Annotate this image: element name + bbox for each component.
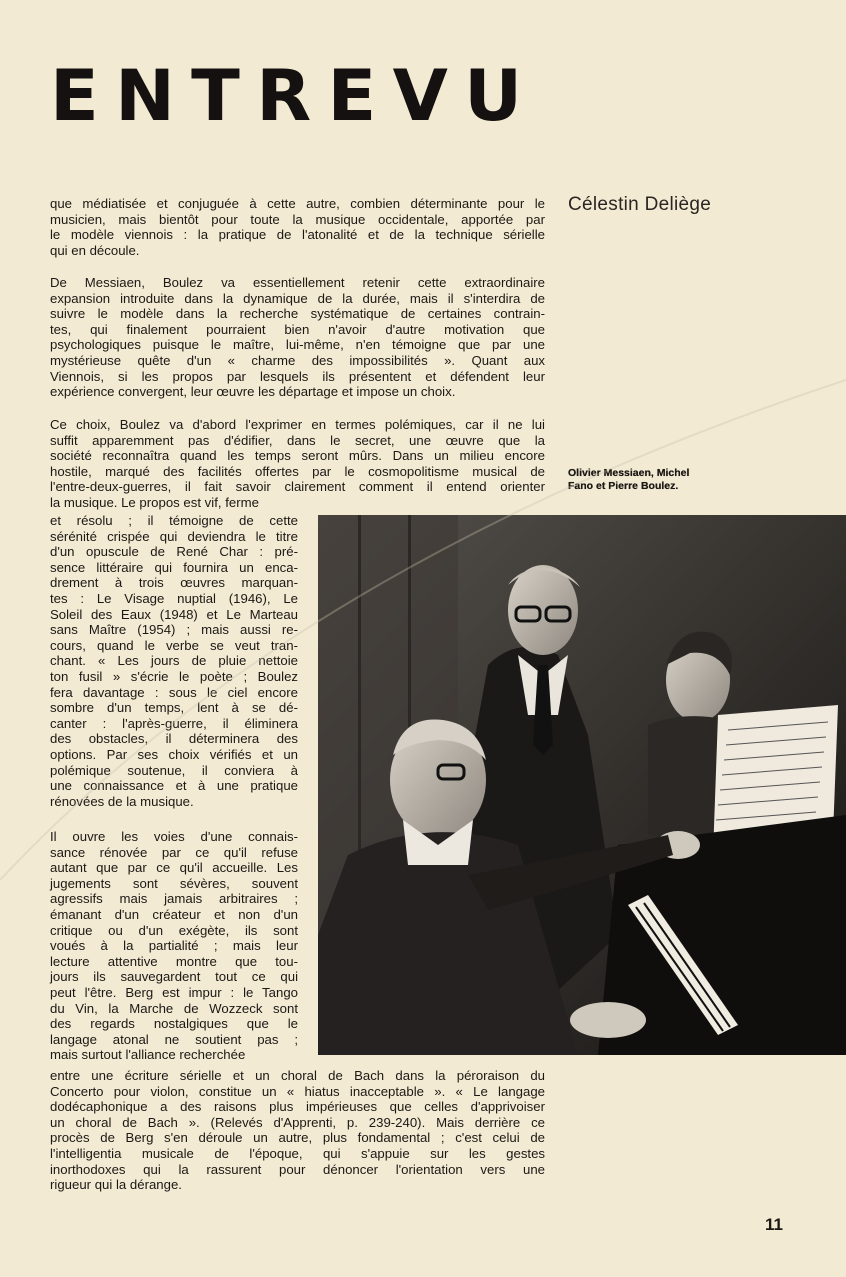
photograph-messiaen-fano-boulez [318,515,846,1055]
text-line: agressifs mais jamais arbitraires ; [50,891,298,907]
text-line: tes : Le Visage nuptial (1946), Le [50,590,298,606]
text-line: tes, qui finalement pourraient bien n'avoir d'autre motivation que [50,321,545,337]
text-line: émanant d'un créateur et non d'un [50,906,298,922]
text-line: société reconnaîtra quand les temps seront mûrs. Dans un milieu encore [50,448,545,464]
text-line: suffit apparemment pas d'édifier, dans le secret, une œuvre que la [50,432,545,448]
text-line: sance rénovée par ce qu'il refuse [50,844,298,860]
text-line: qui en découle. [50,242,140,258]
text-line: jours ils sauvegardent tout ce qui [50,969,298,985]
photo-caption [568,467,738,493]
text-line: voués à la partialité ; mais leur [50,938,298,954]
text-line: peut l'être. Berg est impur : le Tango [50,984,298,1000]
text-line: fera davantage : sous le ciel encore [50,684,298,700]
text-line: hostile, marqué des facilités offertes par le cosmopolitisme musical de [50,463,545,479]
text-line: De Messiaen, Boulez va essentiellement retenir cette extraordinaire [50,275,545,290]
text-line: langage atonal ne soutient pas ; [50,1031,298,1047]
text-line: Concerto pour violon, constitue un « hiatus inacceptable ». « Le langage [50,1083,545,1099]
text-line: drement à trois œuvres marquan- [50,575,298,591]
text-line: d'un opuscule de René Char : pré- [50,544,298,560]
text-line: ton fusil » s'écrie le poète ; Boulez [50,668,298,684]
text-line: critique ou d'un exégète, ils sont [50,922,298,938]
text-line: autant que par ce qu'il accueille. Les [50,860,298,876]
text-line: chant. « Les jours de pluie nettoie [50,653,298,669]
text-line: psychologiques puisque le maître, lui-même, n'en témoigne que par une [50,337,545,353]
text-line: rénovées de la musique. [50,793,194,809]
text-line: expérience convergent, leur œuvre les départage et impose un choix. [50,384,456,400]
text-line: Soleil des Eaux (1948) et Le Marteau [50,606,298,622]
text-line: l'intelligentia musicale de l'époque, qui s'appuie sur les gestes [50,1145,545,1161]
text-line: cours, quand le verbe se veut tran- [50,637,298,653]
text-line: le modèle viennois : la pratique de l'atonalité et de la technique sérielle [50,227,545,243]
text-line: mystérieuse quête d'un « charme des impossibilités ». Quant aux [50,352,545,368]
text-line: entre une écriture sérielle et un choral de Bach dans la péroraison du [50,1068,545,1083]
text-line: mais surtout l'alliance recherchée [50,1047,246,1063]
text-line: dodécaphonique a des raisons plus impérieuses que celles d'apprivoiser [50,1099,545,1115]
text-line: options. Par ses choix vérifiés et un [50,746,298,762]
paragraph-6 [50,1068,545,1193]
caption-line-2: Fano et Pierre Boulez. [568,480,679,492]
paragraph-5 [50,829,298,1063]
text-line: que médiatisée et conjuguée à cette autre, combien déterminante pour le [50,196,545,211]
text-line: procès de Berg s'en déroule un autre, plus fondamental ; c'est celui de [50,1130,545,1146]
text-line: un choral de Bach ». (Relevés d'Apprenti, p. 239-240). Mais derrière ce [50,1114,545,1130]
text-line: et résolu ; il témoigne de cette [50,513,298,528]
text-line: sence littéraire qui fournira un enca- [50,559,298,575]
text-line: sans Maître (1954) ; mais aussi re- [50,622,298,638]
text-line: musicien, mais bientôt pour toute la musique occidentale, apportée par [50,211,545,227]
text-line: sérénité crispée qui deviendra le titre [50,528,298,544]
text-line: jugements sont sévères, souvent [50,875,298,891]
text-line: canter : l'après-guerre, il éliminera [50,715,298,731]
text-line: rigueur qui la dérange. [50,1177,182,1193]
paragraph-1 [50,196,545,258]
text-line: l'entre-deux-guerres, il fait savoir clairement comment il entend orienter [50,479,545,495]
text-line: des regards nostalgiques que le [50,1016,298,1032]
text-line: sombre d'un temps, lent à se dé- [50,700,298,716]
text-line: polémique soutenue, il conviera à [50,762,298,778]
paragraph-2 [50,275,545,400]
text-line: Viennois, si les propos par lesquels ils présentent et défendent leur [50,368,545,384]
text-line: une connaissance et à une pratique [50,778,298,794]
paragraph-4 [50,513,298,809]
paragraph-3 [50,417,545,511]
author-name: Célestin Deliège [568,194,712,215]
caption-line-1: Olivier Messiaen, Michel [568,467,690,479]
photo-illustration [318,515,846,1055]
text-line: expansion introduite dans la dynamique de la durée, mais il s'interdira de [50,290,545,306]
text-line: la musique. Le propos est vif, ferme [50,494,259,510]
page-number: 11 [765,1215,783,1234]
text-line: inorthodoxes qui la rassurent pour dénoncer l'orientation vers une [50,1161,545,1177]
text-line: lecture attentive montre que tou- [50,953,298,969]
text-line: suivre le modèle dans la recherche systématique de certaines contrain- [50,306,545,322]
text-line: Ce choix, Boulez va d'abord l'exprimer en termes polémiques, car il ne lui [50,417,545,432]
text-line: des obstacles, il déterminera des [50,731,298,747]
text-line: du Vin, la Marche de Wozzeck sont [50,1000,298,1016]
text-line: Il ouvre les voies d'une connais- [50,829,298,844]
section-heading: ENTREVU [50,55,539,137]
